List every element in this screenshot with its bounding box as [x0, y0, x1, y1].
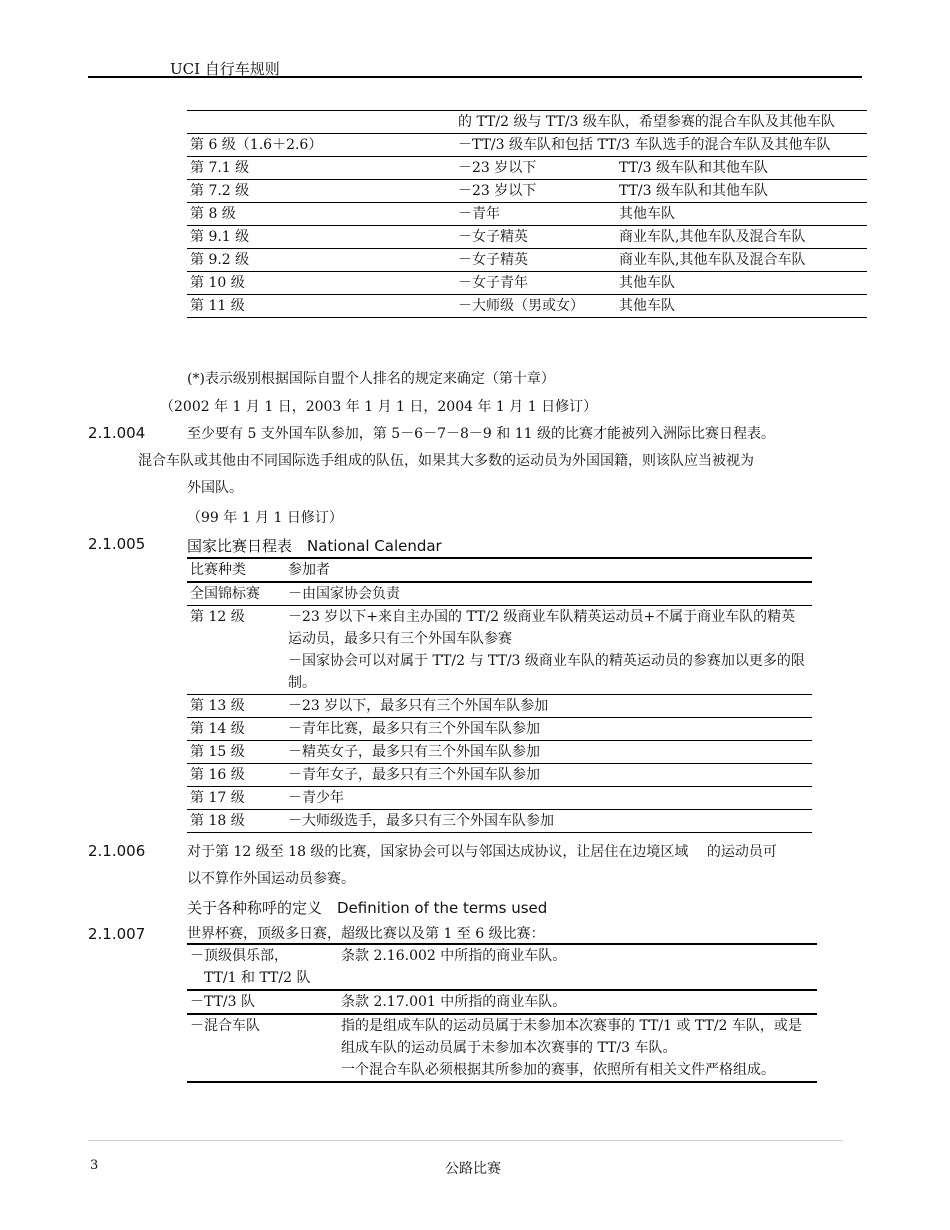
- class-cell: 第 9.2 级: [187, 249, 455, 272]
- footer-title: 公路比赛: [445, 1161, 501, 1177]
- teams-cell: 其他车队: [616, 272, 867, 295]
- category-cell: －大师级（男或女）: [455, 295, 616, 318]
- category-cell: －青年: [455, 203, 616, 226]
- cell-line: －23 岁以下+来自主办国的 TT/2 级商业车队精英运动员+不属于商业车队的精英运动员，最多只有三个外国车队参赛: [288, 609, 796, 647]
- table-row: [187, 226, 867, 249]
- cell-line: 一个混合车队必须根据其所参加的赛事，依照所有相关文件严格组成。: [341, 1062, 775, 1078]
- table-row: [187, 295, 867, 318]
- class-cell: 第 6 级（1.6＋2.6）: [187, 134, 455, 157]
- definition-cell: [338, 944, 817, 990]
- article-text: 对于第 12 级至 18 级的比赛，国家协会可以与邻国达成协议，让居住在边境区域 的运动员可: [187, 844, 777, 860]
- article-number: 2.1.007: [88, 925, 146, 943]
- cell-line: －TT/3 队: [190, 994, 256, 1010]
- footer-rule: [88, 1140, 843, 1141]
- term-cell: [187, 990, 338, 1014]
- participants-cell: [285, 718, 812, 741]
- table-footnote: (*)表示级别根据国际自盟个人排名的规定来确定（第十章）: [187, 371, 555, 387]
- definitions-table: [187, 943, 817, 1083]
- table-row: [187, 741, 812, 764]
- table-row: [187, 272, 867, 295]
- class-cell: 第 13 级: [187, 695, 285, 718]
- article-number: 2.1.004: [88, 424, 146, 442]
- definition-cell: [338, 1014, 817, 1082]
- article-text: 世界杯赛，顶级多日赛，超级比赛以及第 1 至 6 级比赛：: [187, 926, 545, 942]
- class-cell: 第 12 级: [187, 606, 285, 695]
- table-row: [187, 695, 812, 718]
- category-cell: －女子青年: [455, 272, 616, 295]
- class-cell: 第 9.1 级: [187, 226, 455, 249]
- term-cell: [187, 1014, 338, 1082]
- table-row: [187, 990, 817, 1014]
- cell-line: 条款 2.16.002 中所指的商业车队。: [341, 948, 567, 964]
- teams-cell: 商业车队,其他车队及混合车队: [616, 249, 867, 272]
- class-cell: 第 7.1 级: [187, 157, 455, 180]
- cell-line: －混合车队: [190, 1018, 260, 1034]
- term-cell: [187, 944, 338, 990]
- table-row: [187, 787, 812, 810]
- table-row: [187, 944, 817, 990]
- class-cell: 第 7.2 级: [187, 180, 455, 203]
- article-number: 2.1.006: [88, 842, 146, 860]
- participants-cell: [285, 764, 812, 787]
- participants-cell: [285, 606, 812, 695]
- category-cell: －女子精英: [455, 249, 616, 272]
- category-cell: －女子精英: [455, 226, 616, 249]
- teams-cell: TT/3 级车队和其他车队: [616, 180, 867, 203]
- class-cell: 第 15 级: [187, 741, 285, 764]
- national-calendar-table: [187, 557, 812, 833]
- cell-line: 条款 2.17.001 中所指的商业车队。: [341, 994, 567, 1010]
- cell-line: －顶级俱乐部，: [190, 948, 288, 964]
- class-cell: 第 18 级: [187, 810, 285, 833]
- participants-cell: [285, 582, 812, 606]
- participants-cell: [285, 787, 812, 810]
- table-row: [187, 157, 867, 180]
- cell-line: －国家协会可以对属于 TT/2 与 TT/3 级商业车队的精英运动员的参赛加以更多的限制。: [288, 653, 805, 691]
- article-number: 2.1.005: [88, 535, 146, 553]
- cell-line: TT/1 和 TT/2 队: [190, 970, 311, 986]
- participants-cell: 的 TT/2 级与 TT/3 级车队，希望参赛的混合车队及其他车队: [455, 111, 867, 134]
- cell-line: －青少年: [288, 790, 344, 806]
- article-text: 外国队。: [187, 480, 243, 496]
- participants-cell: [285, 695, 812, 718]
- teams-cell: 其他车队: [616, 295, 867, 318]
- class-cell: 第 16 级: [187, 764, 285, 787]
- class-cell: 第 8 级: [187, 203, 455, 226]
- table-row: [187, 582, 812, 606]
- definition-cell: [338, 990, 817, 1014]
- class-cell: 第 17 级: [187, 787, 285, 810]
- teams-cell: 商业车队,其他车队及混合车队: [616, 226, 867, 249]
- class-cell: 第 14 级: [187, 718, 285, 741]
- participants-cell: －TT/3 级车队和包括 TT/3 车队选手的混合车队及其他车队: [455, 134, 867, 157]
- page-number: 3: [90, 1158, 99, 1173]
- table-row: [187, 606, 812, 695]
- cell-line: －青年比赛，最多只有三个外国车队参加: [288, 721, 540, 737]
- amendment-note: （2002 年 1 月 1 日，2003 年 1 月 1 日，2004 年 1 月 1 日修订）: [160, 399, 598, 415]
- cell-line: 组成车队的运动员属于未参加本次赛事的 TT/3 车队。: [341, 1040, 677, 1056]
- table-row: [187, 180, 867, 203]
- category-cell: －23 岁以下: [455, 157, 616, 180]
- amendment-note: （99 年 1 月 1 日修订）: [187, 510, 343, 526]
- category-cell: －23 岁以下: [455, 180, 616, 203]
- participants-cell: [285, 741, 812, 764]
- table-row: [187, 111, 867, 134]
- teams-cell: 其他车队: [616, 203, 867, 226]
- header-rule: [88, 76, 862, 78]
- class-cell: 第 10 级: [187, 272, 455, 295]
- cell-line: －青年女子，最多只有三个外国车队参加: [288, 767, 540, 783]
- teams-cell: TT/3 级车队和其他车队: [616, 157, 867, 180]
- column-header: 比赛种类: [187, 558, 285, 582]
- table-header-row: [187, 558, 812, 582]
- table-row: [187, 718, 812, 741]
- cell-line: －大师级选手，最多只有三个外国车队参加: [288, 813, 554, 829]
- continental-classes-table: [187, 110, 867, 318]
- column-header: 参加者: [285, 558, 812, 582]
- participants-cell: [285, 810, 812, 833]
- table-row: [187, 764, 812, 787]
- cell-line: －精英女子，最多只有三个外国车队参加: [288, 744, 540, 760]
- section-title: 国家比赛日程表 National Calendar: [187, 537, 442, 555]
- section-title: 关于各种称呼的定义 Definition of the terms used: [187, 899, 548, 917]
- cell-line: 指的是组成车队的运动员属于未参加本次赛事的 TT/1 或 TT/2 车队，或是: [341, 1018, 802, 1034]
- table-row: [187, 134, 867, 157]
- class-cell: [187, 111, 455, 134]
- article-text: 至少要有 5 支外国车队参加，第 5－6－7－8－9 和 11 级的比赛才能被列入洲际比赛日程表。: [187, 426, 775, 442]
- table-row: [187, 249, 867, 272]
- class-cell: 第 11 级: [187, 295, 455, 318]
- cell-line: －由国家协会负责: [288, 586, 400, 602]
- article-text: 以不算作外国运动员参赛。: [187, 871, 355, 887]
- running-header: UCI 自行车规则: [170, 60, 280, 78]
- article-text: 混合车队或其他由不同国际选手组成的队伍，如果其大多数的运动员为外国国籍，则该队应当被视为: [138, 453, 754, 469]
- table-row: [187, 810, 812, 833]
- cell-line: －23 岁以下，最多只有三个外国车队参加: [288, 698, 549, 714]
- class-cell: 全国锦标赛: [187, 582, 285, 606]
- table-row: [187, 203, 867, 226]
- table-row: [187, 1014, 817, 1082]
